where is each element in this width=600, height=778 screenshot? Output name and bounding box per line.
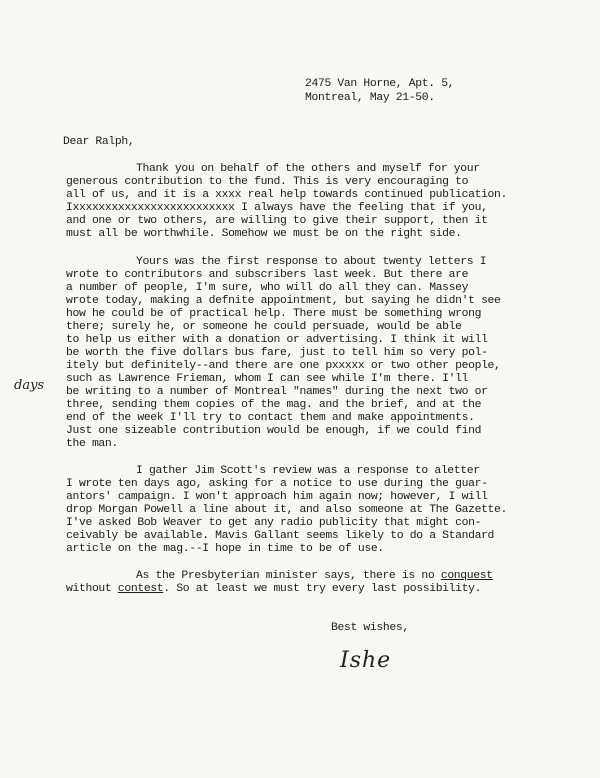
signature: Ishe — [340, 648, 392, 673]
p4-line-1 — [136, 570, 493, 583]
p2-line: there; surely he, or someone he could persuade, would be able — [66, 321, 462, 333]
p2-line: itely but definitely--and there are one pxxxxx or two other people, — [66, 360, 501, 372]
p2-line: a number of people, I'm sure, who will do all they can. Massey — [66, 282, 469, 294]
p4-text: . So at least we must try every last possibility. — [163, 583, 482, 595]
p4-line-2 — [66, 583, 481, 596]
p1-line: must all be worthwhile. Somehow we must be on the right side. — [66, 228, 462, 240]
p2-line: to help us either with a donation or advertising. I think it will — [66, 334, 488, 346]
p2-line: three, sending them copies of the mag. and the brief, and at the — [66, 399, 482, 411]
p3-line: I've asked Bob Weaver to get any radio publicity that might con- — [66, 517, 482, 529]
p4-text: without — [66, 583, 118, 595]
p1-line: and one or two others, are willing to give their support, then it — [66, 215, 488, 227]
p3-line: I gather Jim Scott's review was a response to aletter — [136, 465, 480, 477]
p2-line: Yours was the first response to about twenty letters I — [136, 256, 487, 268]
p2-line: Just one sizeable contribution would be enough, if we could find — [66, 425, 482, 437]
address-line-1: 2475 Van Horne, Apt. 5, — [305, 78, 455, 90]
p1-line: Thank you on behalf of the others and myself for your — [136, 163, 480, 175]
p3-line: I wrote ten days ago, asking for a notice to use during the guar- — [66, 478, 488, 490]
p1-line: generous contribution to the fund. This is very encouraging to — [66, 176, 469, 188]
p3-line: ceivably be available. Mavis Gallant seems likely to do a Standard — [66, 530, 495, 542]
p1-line: all of us, and it is a xxxx real help towards continued publication. — [66, 189, 508, 201]
underlined-word: conquest — [440, 570, 493, 582]
underlined-word: contest — [117, 583, 164, 595]
p2-line: end of the week I'll try to contact them and make appointments. — [66, 412, 475, 424]
salutation: Dear Ralph, — [63, 136, 135, 148]
p2-line: wrote to contributors and subscribers last week. But there are — [66, 269, 469, 281]
p2-line: be writing to a number of Montreal "names" during the next two or — [66, 386, 488, 398]
p1-line: Ixxxxxxxxxxxxxxxxxxxxxxxxx I always have the feeling that if you, — [66, 202, 488, 214]
p2-line: such as Lawrence Frieman, whom I can see while I'm there. I'll — [66, 373, 469, 385]
p2-line: be worth the five dollars bus fare, just to tell him so very pol- — [66, 347, 488, 359]
p2-line: the man. — [66, 438, 118, 450]
p4-text: As the Presbyterian minister says, there is no — [136, 570, 441, 582]
p2-line: how he could be of practical help. There must be something wrong — [66, 308, 482, 320]
p3-line: antors' campaign. I won't approach him again now; however, I will — [66, 491, 488, 503]
p3-line: drop Morgan Powell a line about it, and also someone at The Gazette. — [66, 504, 508, 516]
closing: Best wishes, — [331, 622, 409, 634]
p2-line: wrote today, making a defnite appointment, but saying he didn't see — [66, 295, 501, 307]
margin-note: days — [14, 378, 45, 393]
p3-line: article on the mag.--I hope in time to be of use. — [66, 543, 384, 555]
address-line-2: Montreal, May 21-50. — [305, 92, 435, 104]
